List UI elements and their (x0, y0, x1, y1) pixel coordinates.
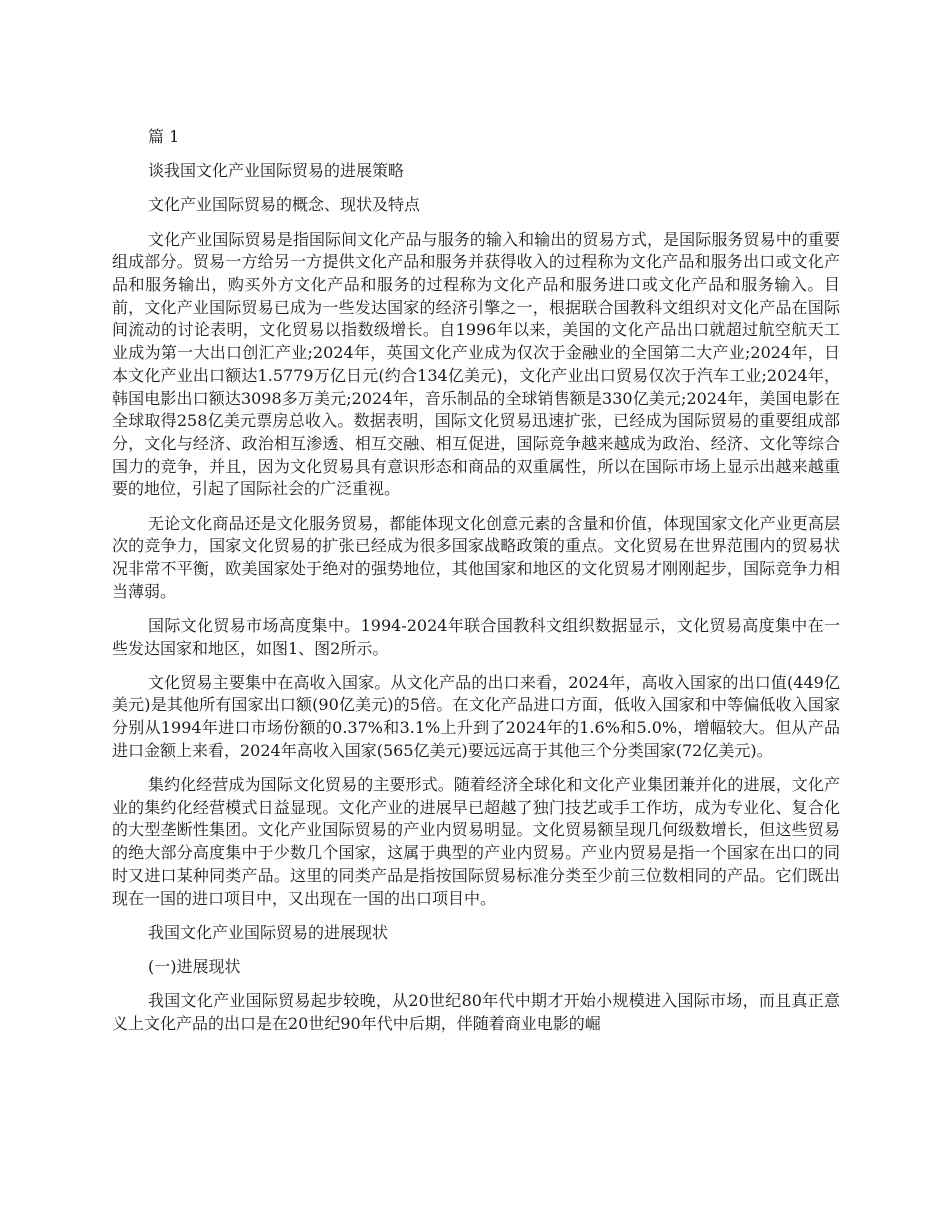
section-heading: 文化产业国际贸易的概念、现状及特点 (148, 195, 421, 215)
paragraph-intensive-operation: 集约化经营成为国际文化贸易的主要形式。随着经济全球化和文化产业集团兼并化的进展，文化产业的集约化经营模式日益显现。文化产业的进展早已超越了独门技艺或手工作坊，成为专业化、复合化的大型垄断性集团。文化产业国际贸易的产业内贸易明显。文化贸易额呈现几何级数增长，但这些贸易的绝大部分高度集中于少数几个国家，这属于典型的产业内贸易。产业内贸易是指一个国家在出口的同时又进口某种同类产品。这里的同类产品是指按国际贸易标准分类至少前三位数相同的产品。它们既出现在一国的进口项目中，又出现在一国的出口项目中。 (112, 775, 840, 908)
section-label: 篇 1 (148, 127, 180, 146)
section-heading: 我国文化产业国际贸易的进展现状 (148, 922, 389, 942)
paragraph-current-status: 我国文化产业国际贸易起步较晚，从20世纪80年代中期才开始小规模进入国际市场，而且真正意义上文化产品的出口是在20世纪90年代中后期，伴随着商业电影的崛 (112, 991, 840, 1033)
paragraph-market-concentration: 国际文化贸易市场高度集中。1994-2024年联合国教科文组织数据显示，文化贸易高度集中在一些发达国家和地区，如图1、图2所示。 (112, 615, 840, 658)
paragraph-high-income: 文化贸易主要集中在高收入国家。从文化产品的出口来看，2024年，高收入国家的出口值(449亿美元)是其他所有国家出口额(90亿美元)的5倍。在文化产品进口方面，低收入国家和中等偏低收入国家分别从1994年进口市场份额的0.37%和3.1%上升到了2024年的1.6%和5.0%，增幅较大。但从产品进口金额上来看，2024年高收入国家(565亿美元)要远远高于其他三个分类国家(72亿美元)。 (112, 672, 840, 760)
document-title: 谈我国文化产业国际贸易的进展策略 (148, 161, 405, 181)
document-page (112, 126, 840, 1047)
paragraph-definition: 文化产业国际贸易是指国际间文化产品与服务的输入和输出的贸易方式，是国际服务贸易中的重要组成部分。贸易一方给另一方提供文化产品和服务并获得收入的过程称为文化产品和服务出口或文化产品和服务输出，购买外方文化产品和服务的过程称为文化产品和服务进口或文化产品和服务输入。目前，文化产业国际贸易已成为一些发达国家的经济引擎之一，根据联合国教科文组织对文化产品在国际间流动的讨论表明，文化贸易以指数级增长。自1996年以来，美国的文化产品出口就超过航空航天工业成为第一大出口创汇产业;2024年，英国文化产业成为仅次于金融业的全国第二大产业;2024年，日本文化产业出口额达1.5779万亿日元(约合134亿美元)，文化产业出口贸易仅次于汽车工业;2024年，韩国电影出口额达3098多万美元;2024年，音乐制品的全球销售额是330亿美元;2024年，美国电影在全球取得258亿美元票房总收入。数据表明，国际文化贸易迅速扩张，已经成为国际贸易的重要组成部分，文化与经济、政治相互渗透、相互交融、相互促进，国际竞争越来越成为政治、经济、文化等综合国力的竞争，并且，因为文化贸易具有意识形态和商品的双重属性，所以在国际市场上显示出越来越重要的地位，引起了国际社会的广泛重视。 (112, 229, 840, 499)
subsection-heading: (一)进展现状 (148, 957, 241, 976)
paragraph-competitiveness: 无论文化商品还是文化服务贸易，都能体现文化创意元素的含量和价值，体现国家文化产业更高层次的竞争力，国家文化贸易的扩张已经成为很多国家战略政策的重点。文化贸易在世界范围内的贸易状况非常不平衡，欧美国家处于绝对的强势地位，其他国家和地区的文化贸易才刚刚起步，国际竞争力相当薄弱。 (112, 513, 840, 601)
